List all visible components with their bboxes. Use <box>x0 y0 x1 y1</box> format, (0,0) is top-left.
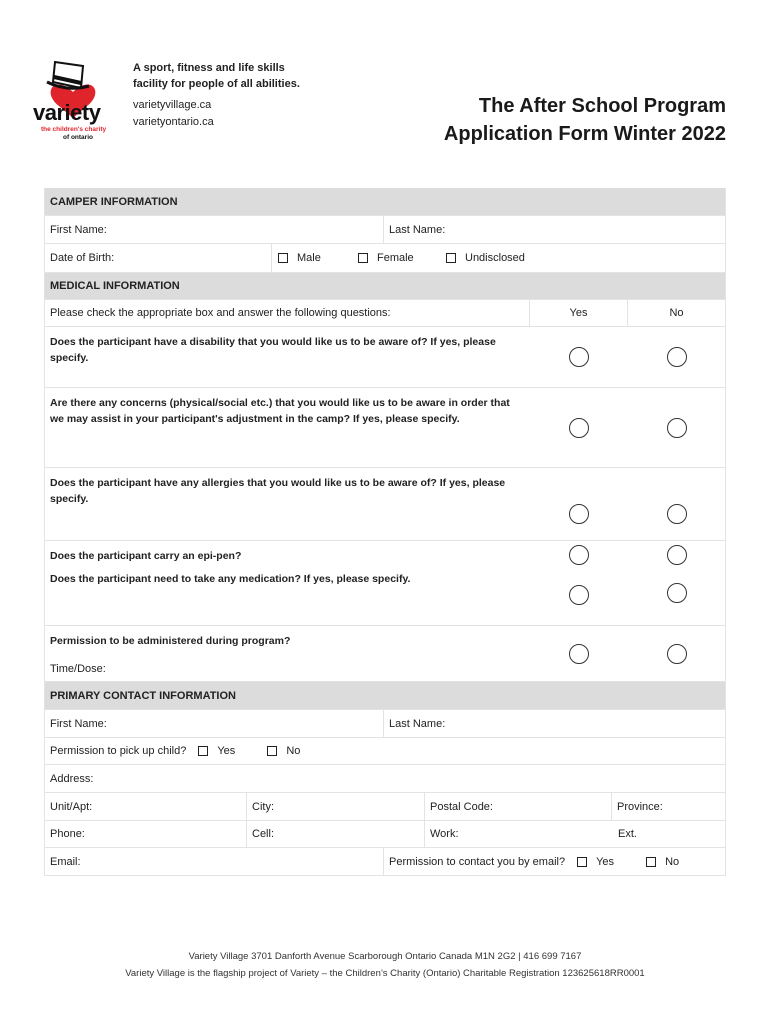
title-line-1: The After School Program <box>478 95 726 117</box>
city-field[interactable]: City: <box>246 793 424 820</box>
website-link-village[interactable]: varietyvillage.ca <box>133 99 212 111</box>
question-concerns: Are there any concerns (physical/social etc.) that you would like us to be aware in order that we may assist in your participant's adjustment in the camp? If yes, please specify. <box>50 397 510 425</box>
footer-charity: Variety Village is the flagship project of Variety – the Children’s Charity (Ontario) Charitable Registration 123625618RR0001 <box>125 968 645 979</box>
label: Date of Birth: <box>50 252 115 264</box>
address-row <box>45 765 725 793</box>
camper-first-name-field[interactable] <box>45 216 383 243</box>
medical-question-row <box>45 327 725 388</box>
medical-question-row <box>45 626 725 682</box>
question-medication: Does the participant need to take any medication? If yes, please specify. <box>50 573 411 585</box>
tagline-line-2: facility for people of all abilities. <box>133 78 300 90</box>
email-row <box>45 848 725 876</box>
pickup-label: Permission to pick up child? <box>50 745 187 757</box>
title-line-2: Application Form Winter 2022 <box>443 123 726 145</box>
section-medical-info: MEDICAL INFORMATION <box>45 273 725 300</box>
email-yes-option[interactable]: Yes <box>577 856 646 868</box>
yes-radio[interactable] <box>569 347 589 367</box>
checkbox[interactable] <box>278 253 288 263</box>
yes-radio[interactable] <box>569 504 589 524</box>
medical-instruction-row <box>45 300 725 327</box>
logo-subtitle: the children's charity <box>41 126 107 133</box>
label: Last Name: <box>389 223 446 236</box>
email-permission <box>383 848 725 875</box>
camper-last-name-field[interactable] <box>383 216 725 243</box>
website-link-ontario[interactable]: varietyontario.ca <box>133 116 214 128</box>
tagline <box>133 60 300 92</box>
ext-field[interactable]: Ext. <box>618 828 637 840</box>
yes-radio[interactable] <box>569 545 589 565</box>
time-dose-label[interactable]: Time/Dose: <box>50 663 106 675</box>
camper-dob-row <box>45 244 725 273</box>
medical-question-row <box>45 569 725 626</box>
checkbox[interactable] <box>577 857 587 867</box>
logo-wordmark: variety <box>33 100 101 125</box>
gender-options <box>271 244 725 272</box>
gender-undisclosed-option[interactable]: Undisclosed <box>446 252 525 264</box>
contact-first-name-field[interactable]: First Name: <box>50 717 107 730</box>
cell-field[interactable]: Cell: <box>246 821 424 847</box>
yes-radio[interactable] <box>569 644 589 664</box>
no-radio[interactable] <box>667 504 687 524</box>
pickup-no-option[interactable]: No <box>267 745 300 757</box>
section-camper-info: CAMPER INFORMATION <box>45 188 725 216</box>
application-form <box>44 188 726 876</box>
phone-row <box>45 821 725 848</box>
checkbox[interactable] <box>267 746 277 756</box>
medical-question-row <box>45 468 725 541</box>
camper-name-row <box>45 216 725 244</box>
gender-male-option[interactable]: Male <box>278 252 358 264</box>
location-row <box>45 793 725 821</box>
website-links <box>133 97 214 131</box>
contact-last-name-field[interactable]: Last Name: <box>383 710 725 737</box>
yes-radio[interactable] <box>569 585 589 605</box>
logo-subtitle-2: of ontario <box>63 134 93 141</box>
pickup-permission-row <box>45 738 725 765</box>
province-field[interactable]: Province: <box>611 793 725 820</box>
yes-column-header: Yes <box>529 300 627 326</box>
address-field[interactable]: Address: <box>50 772 94 785</box>
pickup-permission <box>45 738 725 764</box>
medical-instruction: Please check the appropriate box and answer the following questions: <box>50 307 391 319</box>
question-allergies: Does the participant have any allergies that you would like us to be aware of? If yes, please specify. <box>50 477 506 505</box>
question-disability: Does the participant have a disability that you would like us to be aware of? If yes, please specify. <box>50 336 496 364</box>
medical-question-row <box>45 541 725 569</box>
checkbox[interactable] <box>198 746 208 756</box>
gender-female-option[interactable]: Female <box>358 252 446 264</box>
pickup-yes-option[interactable]: Yes <box>198 745 267 757</box>
section-primary-contact: PRIMARY CONTACT INFORMATION <box>45 682 725 710</box>
no-radio[interactable] <box>667 644 687 664</box>
yes-radio[interactable] <box>569 418 589 438</box>
no-column-header: No <box>627 300 725 326</box>
unit-field[interactable]: Unit/Apt: <box>50 800 93 813</box>
work-field[interactable]: Work: <box>424 821 611 847</box>
question-permission-administer: Permission to be administered during program? <box>50 635 291 647</box>
checkbox[interactable] <box>358 253 368 263</box>
checkbox[interactable] <box>646 857 656 867</box>
phone-field[interactable]: Phone: <box>50 828 85 840</box>
tagline-line-1: A sport, fitness and life skills <box>133 62 285 74</box>
camper-dob-field[interactable] <box>45 244 271 272</box>
email-permission-label: Permission to contact you by email? <box>389 855 566 868</box>
no-radio[interactable] <box>667 418 687 438</box>
footer-address: Variety Village 3701 Danforth Avenue Scarborough Ontario Canada M1N 2G2 | 416 699 7167 <box>188 951 582 962</box>
no-radio[interactable] <box>667 347 687 367</box>
checkbox[interactable] <box>446 253 456 263</box>
no-radio[interactable] <box>667 583 687 603</box>
contact-name-row <box>45 710 725 738</box>
variety-logo <box>33 48 119 144</box>
postal-code-field[interactable]: Postal Code: <box>424 793 611 820</box>
email-no-option[interactable]: No <box>646 856 679 868</box>
question-epipen: Does the participant carry an epi-pen? <box>50 550 242 562</box>
label: First Name: <box>50 223 107 236</box>
no-radio[interactable] <box>667 545 687 565</box>
medical-question-row <box>45 388 725 468</box>
email-field[interactable]: Email: <box>50 855 81 868</box>
form-title <box>444 92 726 148</box>
